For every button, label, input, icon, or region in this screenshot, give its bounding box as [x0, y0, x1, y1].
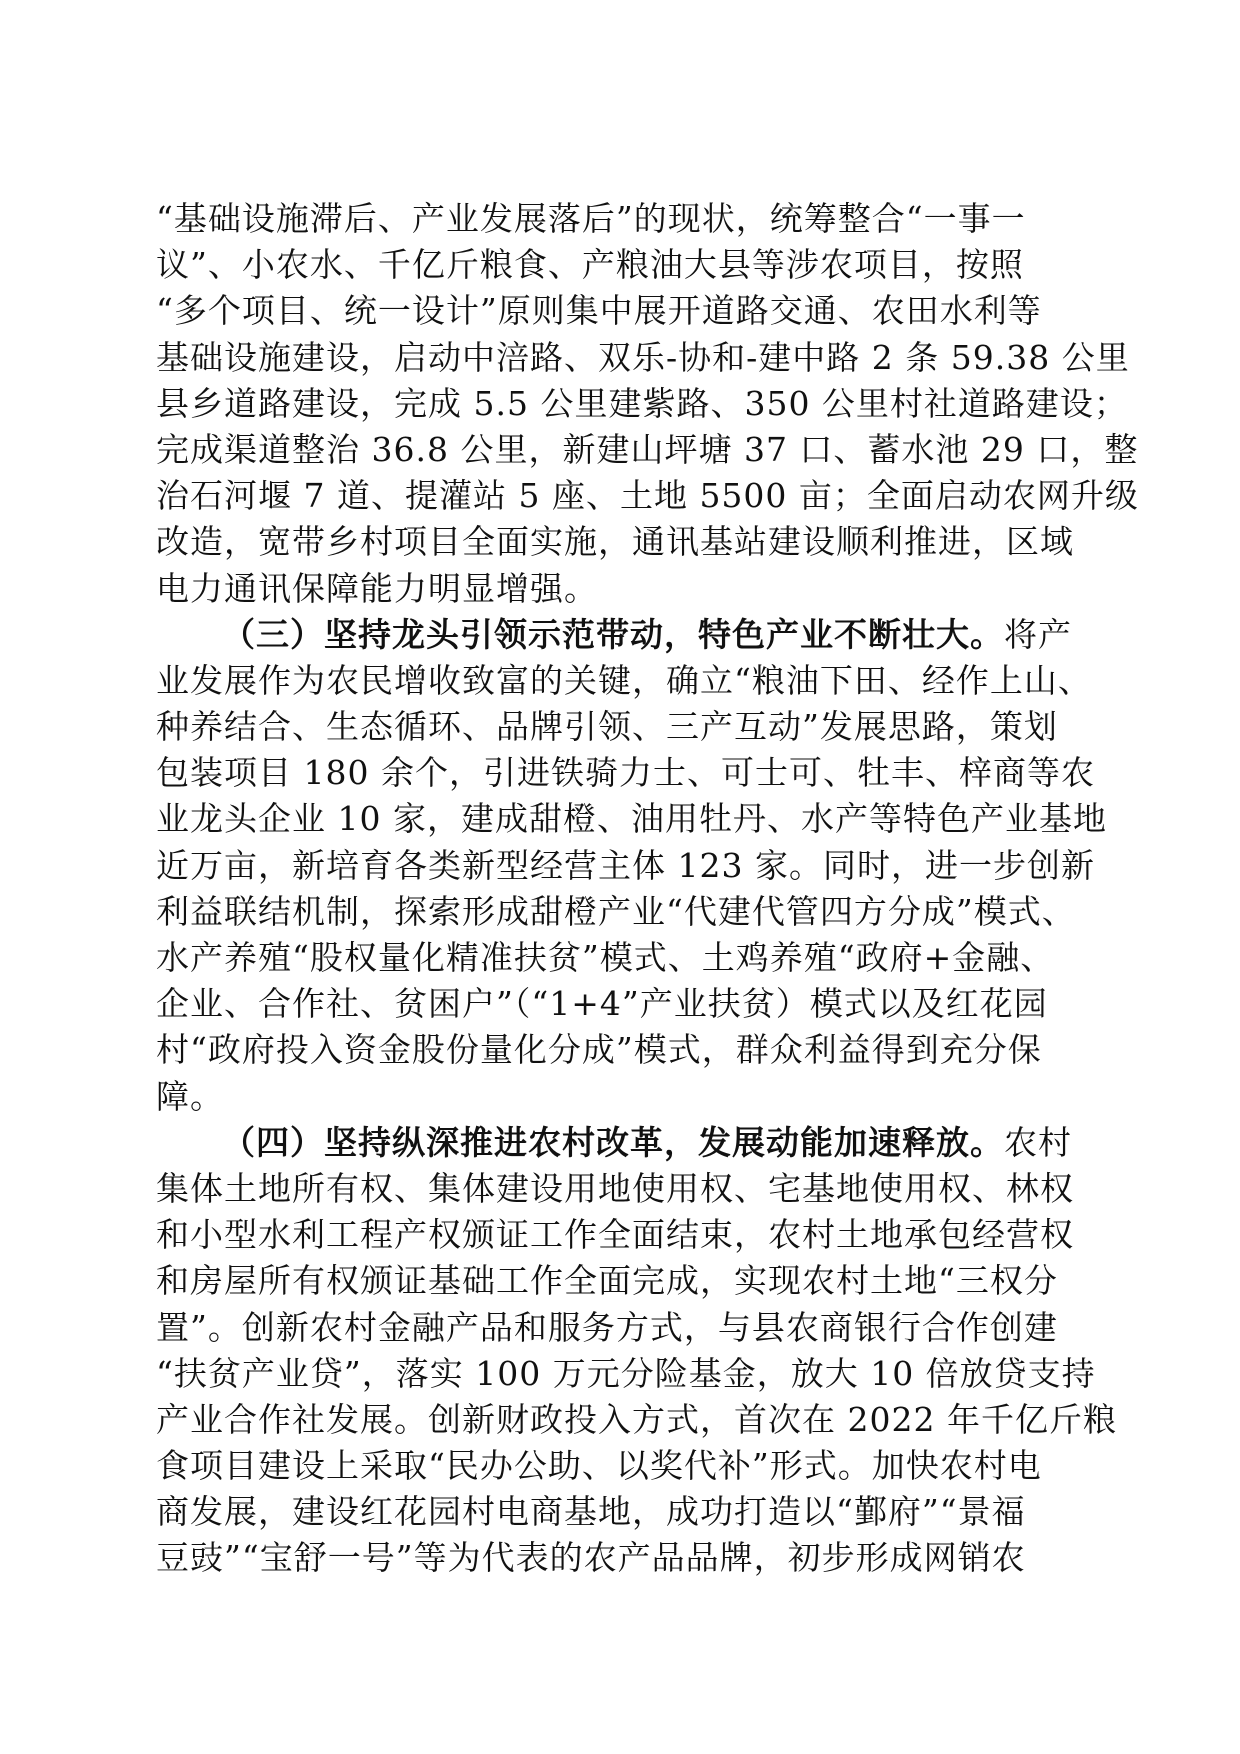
text-line: 基础设施建设，启动中涪路、双乐-协和-建中路 2 条 59.38 公里	[156, 337, 1130, 377]
section-first-line	[156, 612, 1086, 658]
text-line: 豆豉”“宝舒一号”等为代表的农产品品牌，初步形成网销农	[156, 1538, 1026, 1578]
text-line: 置”。创新农村金融产品和服务方式，与县农商银行合作创建	[156, 1307, 1058, 1347]
text-line: 改造，宽带乡村项目全面实施，通讯基站建设顺利推进，区域	[156, 522, 1074, 562]
text-line: 村“政府投入资金股份量化分成”模式，群众利益得到充分保	[156, 1030, 1042, 1070]
text-line: 企业、合作社、贫困户”（“1+4”产业扶贫）模式以及红花园	[156, 984, 1048, 1024]
text-line: 业发展作为农民增收致富的关键，确立“粮油下田、经作上山、	[156, 660, 1092, 700]
text-line: 完成渠道整治 36.8 公里，新建山坪塘 37 口、蓄水池 29 口，整	[156, 429, 1139, 469]
text-line: 县乡道路建设，完成 5.5 公里建紫路、350 公里村社道路建设；	[156, 383, 1128, 423]
text-line: 电力通讯保障能力明显增强。	[156, 568, 598, 608]
text-line: 食项目建设上采取“民办公助、以奖代补”形式。加快农村电	[156, 1446, 1042, 1486]
body-text	[156, 196, 1139, 1582]
text-line: 集体土地所有权、集体建设用地使用权、宅基地使用权、林权	[156, 1168, 1074, 1208]
section-first-line	[156, 1120, 1086, 1166]
text-line: 包装项目 180 余个，引进铁骑力士、可士可、牡丰、梓商等农	[156, 753, 1095, 793]
text-line: 和房屋所有权颁证基础工作全面完成，实现农村土地“三权分	[156, 1261, 1058, 1301]
text-line: 种养结合、生态循环、品牌引领、三产互动”发展思路，策划	[156, 707, 1058, 747]
text-line: 业龙头企业 10 家，建成甜橙、油用牡丹、水产等特色产业基地	[156, 799, 1107, 839]
section-heading-3: （三）坚持龙头引领示范带动，特色产业不断壮大。	[222, 614, 1004, 654]
text-line: 近万亩，新培育各类新型经营主体 123 家。同时，进一步创新	[156, 845, 1095, 885]
text-line: 商发展，建设红花园村电商基地，成功打造以“鄞府”“景福	[156, 1492, 1026, 1532]
text-line: 产业合作社发展。创新财政投入方式，首次在 2022 年千亿斤粮	[156, 1399, 1117, 1439]
text-line: 水产养殖“股权量化精准扶贫”模式、土鸡养殖“政府+金融、	[156, 938, 1055, 977]
text-line: 障。	[156, 1076, 224, 1116]
text-line: 和小型水利工程产权颁证工作全面结束，农村土地承包经营权	[156, 1215, 1074, 1255]
section-lead-text: 农村	[1004, 1122, 1072, 1162]
section-heading-4: （四）坚持纵深推进农村改革，发展动能加速释放。	[222, 1122, 1004, 1162]
section-lead-text: 将产	[1004, 614, 1072, 654]
text-line: “多个项目、统一设计”原则集中展开道路交通、农田水利等	[156, 291, 1042, 331]
text-line: “基础设施滞后、产业发展落后”的现状，统筹整合“一事一	[156, 199, 1026, 238]
text-line: 利益联结机制，探索形成甜橙产业“代建代管四方分成”模式、	[156, 891, 1076, 931]
text-line: 治石河堰 7 道、提灌站 5 座、土地 5500 亩；全面启动农网升级	[156, 476, 1139, 516]
text-line: “扶贫产业贷”，落实 100 万元分险基金，放大 10 倍放贷支持	[156, 1353, 1096, 1393]
text-line: 议”、小农水、千亿斤粮食、产粮油大县等涉农项目，按照	[156, 245, 1024, 285]
